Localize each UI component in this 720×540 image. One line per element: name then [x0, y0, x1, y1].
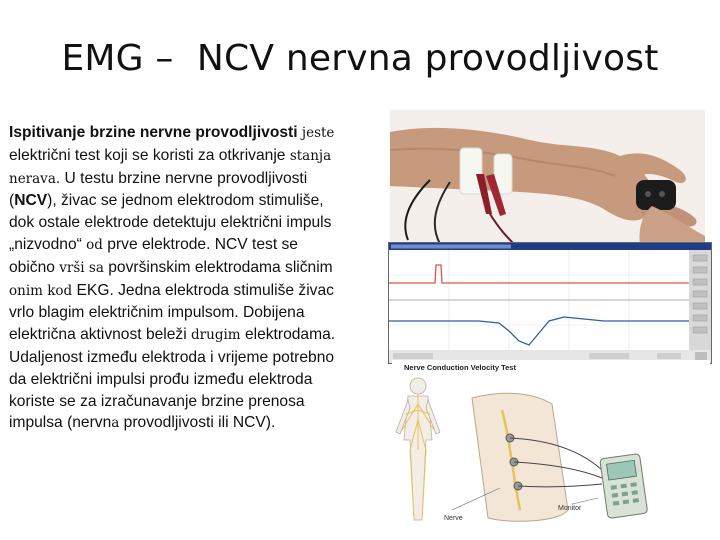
- body-serif-run: stanja nerava: [9, 147, 332, 187]
- body-run: površinskim elektrodama sličnim: [108, 258, 333, 276]
- wrist-electrode-photo: [390, 110, 705, 244]
- emg-trace-plot: [389, 243, 711, 363]
- body-run: električni test koji se koristi za otkrivanje: [9, 146, 286, 164]
- body-serif-run: jeste: [301, 125, 335, 141]
- body-serif-run: a: [111, 415, 120, 432]
- body-run: ), živac se jednom elektrodom stimuliše, dok ostale elektrode detektuju električni impuls „nizvodno“: [9, 192, 332, 253]
- slide-title: EMG – NCV nervna provodljivost: [61, 38, 659, 79]
- body-run: EKG. Jedna elektroda stimuliše živac vrlo blagim električnim impulsom. Dobijena električna aktivnost beleži: [9, 281, 334, 344]
- emg-recording-window: [388, 242, 712, 364]
- diagram-title: Nerve Conduction Velocity Test: [404, 363, 516, 372]
- body-run: . U testu brzine nervne provodljivosti (: [9, 169, 308, 210]
- label-monitor: Monitor: [558, 505, 582, 512]
- body-bold-lead: Ispitivanje brzine nervne provodljivosti: [9, 124, 298, 141]
- ncv-figure: [372, 106, 712, 532]
- body-run: prve elektrode. NCV test se obično: [9, 235, 298, 276]
- body-serif-run: od: [86, 236, 103, 253]
- body-run: elektrodama. Udaljenost između elektroda i vrijeme potrebno da električni impulsi prođu između elektroda koriste se za izračunavanje brzine prenosa impulsa (nervn: [9, 326, 336, 432]
- body-paragraph: [9, 122, 339, 435]
- body-run: provodljivosti ili NCV).: [123, 414, 276, 432]
- body-serif-run: onim kod: [9, 282, 73, 299]
- body-bold-ncv: NCV: [14, 192, 48, 210]
- label-nerve: Nerve: [444, 515, 463, 522]
- body-serif-run: drugim: [191, 327, 241, 344]
- nerve-conduction-diagram: [392, 360, 710, 532]
- body-serif-run: vrši sa: [59, 259, 104, 276]
